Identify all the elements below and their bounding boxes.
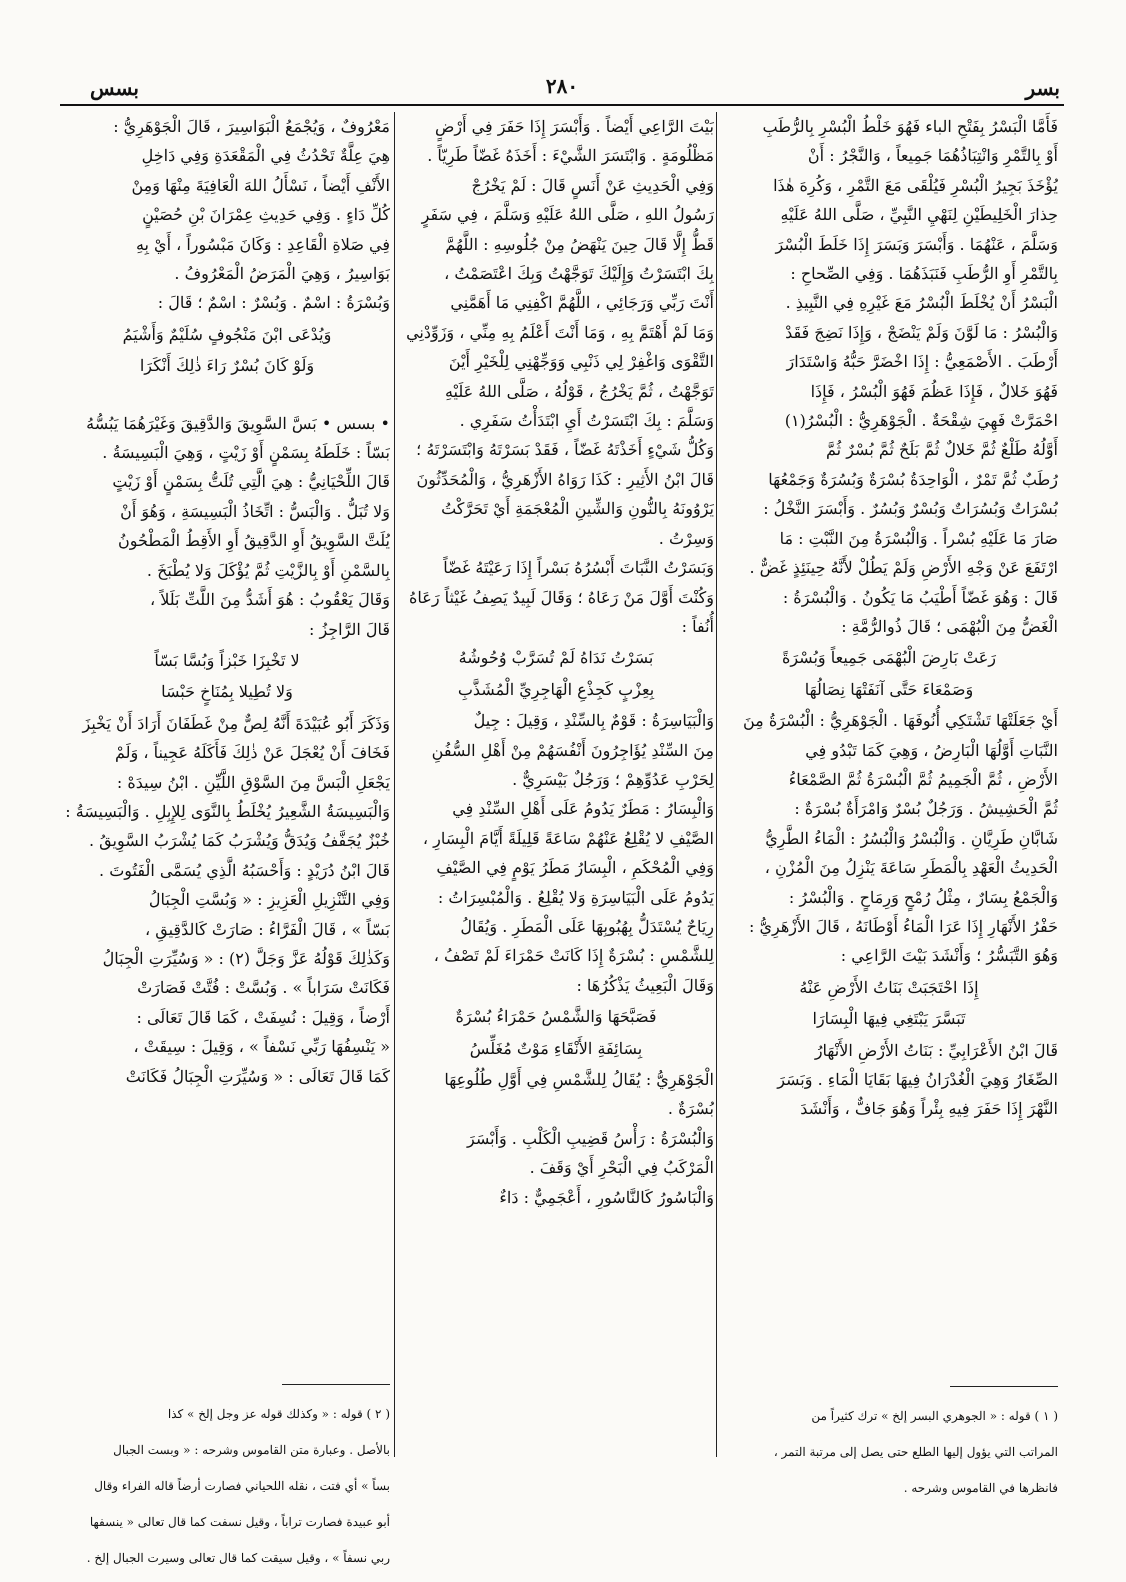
header-right-headword: بسر bbox=[1025, 76, 1060, 100]
verse-line: بِسَائِفَةِ الأَنْقَاءِ مَوْتٌ مُغَلِّسُ bbox=[469, 1038, 643, 1058]
text-line: يَجْعَلِ الْبَسَّ مِنَ السَّوْقِ اللَّيِّنِ . ابْنُ سِيدَهْ : bbox=[116, 772, 390, 792]
footnote-left bbox=[64, 1390, 390, 1582]
text-line: أبو عبيدة فصارت تراباً ، وقيل نسفت كما قال تعالى « ينسفها bbox=[89, 1515, 390, 1529]
text-line: ربي نسفاً » ، وقيل سيقت كما قال تعالى وسيرت الجبال إلخ . bbox=[86, 1551, 390, 1565]
text-line: هِيَ عِلَّةٌ تَحْدُثُ فِي الْمَقْعَدَةِ وَفِي دَاخِلِ bbox=[141, 146, 390, 166]
page-header bbox=[60, 70, 1064, 106]
text-line: أَرْضاً ، وَقِيلَ : نُسِفَتْ ، كَمَا قَالَ تَعَالَى : bbox=[136, 1007, 390, 1027]
text-line: بُسْرَةٌ . bbox=[667, 1099, 714, 1119]
verse-line: وَلا تُطِيلا بِمُنَاخٍ حَبْسَا bbox=[161, 682, 293, 702]
text-line: وَالْبَسِيسَةُ الشَّعِيرُ يُخْلَطُ بِالنَّوَى لِلإِبِلِ . وَالْبَسِيسَةُ : bbox=[65, 801, 390, 821]
text-line: رِيَاحٌ يُسْتَدَلُّ بِهُبُوبِهَا عَلَى الْمَطَرِ . وَيُقَالُ bbox=[460, 916, 714, 936]
text-line: بَسّاً : خَلَطَهُ بِسَمْنٍ أَوْ زَيْتٍ ، وَهِيَ الْبَسِيسَةُ . bbox=[102, 443, 390, 463]
text-line: وَالْجَمْعُ بِسَارٌ ، مِثْلُ رُمْحٍ وَرِمَاحٍ . وَالْبُسْرُ : bbox=[788, 887, 1058, 907]
text-line: بِالسَّمْنِ أَوْ بِالزَّيْتِ ثُمَّ يُؤْكَلَ وَلا يُطْبَخَ . bbox=[146, 560, 390, 580]
text-line: بَسّاً » ، قَالَ الْفَرَّاءُ : صَارَتْ كَالدَّقِيقِ ، bbox=[145, 919, 390, 939]
text-line: يُلَتَّ السَّوِيقُ أَوِ الدَّقِيقُ أَوِ الأَقِطُ الْمَطْحُونُ bbox=[118, 531, 390, 551]
text-line: الْغَضُّ مِنَ الْبُهْمَى ؛ قَالَ ذُوالرُّمَّةِ : bbox=[841, 616, 1058, 636]
verse-line: وَيُدْعَى ابْنَ مَنْجُوفٍ سُلَيْمٌ وَأَشْيَمُ bbox=[122, 324, 332, 344]
text-line: أَرْطَبَ . الأَصْمَعِيُّ : إِذَا اخْضَرَّ حَبُّهُ وَاسْتَدَارَ bbox=[786, 352, 1058, 372]
text-line: فَأَمَّا الْبَسْرُ بِفَتْحِ الباء فَهُوَ خَلْطُ الْبُسْرِ بِالرُّطَبِ bbox=[762, 117, 1058, 136]
text-line: رَسُولُ اللهِ ، صَلَّى اللهُ عَلَيْهِ وَسَلَّمَ ، فِي سَفَرٍ bbox=[421, 205, 714, 225]
text-line: أَنْتَ رَبِّي وَرَجَائِي ، اللَّهُمَّ اكْفِنِي مَا أَهَمَّنِي bbox=[450, 293, 714, 313]
text-line: شَابَّانِ طَرِيَّانِ . وَالْبُسْرُ وَالْبُسُرُ : الْمَاءُ الطَّرِيُّ bbox=[765, 828, 1058, 848]
text-line: وَفِي الْحَدِيثِ عَنْ أَنَسٍ قَالَ : لَمْ يَخْرُجْ bbox=[471, 175, 714, 195]
text-line: يُؤْخَذَ بَجِيرُ الْبُسْرِ فَيُلْقَى مَعَ التَّمْرِ ، وَكُرِهَ هٰذَا bbox=[773, 175, 1058, 195]
verse-line: بَسَرْتُ نَدَاهُ لَمْ تُسَرَّبْ وُحُوشُهُ bbox=[458, 648, 654, 668]
verse-line: فَصَبَّحَهَا وَالشَّمْسُ حَمْرَاءُ بُسْرَةٌ bbox=[455, 1007, 657, 1027]
entry-gap bbox=[64, 383, 390, 409]
text-line: قَالَ ابْنُ الأَثِيرِ : كَذَا رَوَاهُ الأَزْهَرِيُّ ، وَالْمُحَدِّثُونَ bbox=[416, 469, 714, 489]
text-line: الْجَوْهَرِيُّ : يُقَالُ لِلشَّمْسِ فِي أَوَّلِ طُلُوعِهَا bbox=[444, 1070, 714, 1089]
column-divider bbox=[716, 112, 717, 1457]
text-line: حِذارَ الْخَلِيطَيْنِ لِنَهْيِ النَّبِيِّ ، صَلَّى اللهُ عَلَيْهِ bbox=[780, 205, 1058, 225]
text-line: وَبُسْرَةُ : اسْمٌ . وَبُسْرٌ : اسْمٌ ؛ قَالَ : bbox=[157, 293, 390, 313]
text-line: فِي صَلاةِ الْقَاعِدِ : وَكَانَ مَبْسُوراً ، أَيْ بِهِ bbox=[135, 234, 390, 254]
text-line: وَلا تُبَلُّ . وَالْبَسُّ : اتِّخَاذُ الْبَسِيسَةِ ، وَهُوَ أَنْ bbox=[120, 501, 390, 521]
text-line: وَالْبُسْرُ : مَا لَوَّنَ وَلَمْ يَنْضَجْ ، وَإِذَا نَضِجَ فَقَدْ bbox=[785, 322, 1058, 342]
text-line: « يَنْسِفُهَا رَبِّي نَسْفاً » ، وَقِيلَ : سِيقَتْ ، bbox=[133, 1037, 390, 1057]
text-line: يَرْوُونَهُ بِالنُّونِ وَالشِّينِ الْمُعْجَمَةِ أَيْ تَحَرَّكْتُ bbox=[441, 499, 714, 519]
text-line: رُطَبٌ ثُمَّ تَمْرٌ ، الْوَاحِدَةُ بُسْرَةٌ وَبُسُرَةٌ وَجَمْعُهَا bbox=[768, 469, 1058, 489]
text-line: الْمَرْكَبُ فِي الْبَحْرِ أَيْ وَقَفَ . bbox=[529, 1158, 714, 1178]
text-line: كُلِّ دَاءٍ . وَفِي حَدِيثِ عِمْرَانَ بْنِ حُصَيْنٍ bbox=[142, 205, 390, 225]
text-line: خُبْزٌ يُجَفَّفُ وَيُدَقُّ وَيُشْرَبُ كَمَا يُشْرَبُ السَّوِيقُ . bbox=[88, 831, 390, 851]
text-line: الصَّيْفِ لا يُقْلِعُ عَنْهُمْ سَاعَةً قَلِيلَةً أَيَّامَ الْبِسَارِ ، bbox=[422, 828, 714, 848]
text-line: قَالَ : وَهُوَ غَضّاً أَطْيَبُ مَا يَكُونُ . وَالْبُسْرَةُ : bbox=[782, 587, 1058, 607]
text-line: حَفْرُ الأَنْهَارِ إِذَا عَرَا الْمَاءُ أَوْطَانَهُ ، قَالَ الأَزْهَرِيُّ : bbox=[749, 916, 1058, 936]
text-line: أُنُفاً : bbox=[681, 616, 714, 636]
text-line: فَكَانَتْ سَرَاباً » . وَبُسَّتْ : فُتَّتْ فَصَارَتْ bbox=[137, 978, 390, 998]
column-divider bbox=[394, 112, 395, 1457]
text-line: وَسَلَّمَ : بِكَ ابْتَسَرْتُ أَيِ ابْتَدَأْتُ سَفَرِي . bbox=[459, 411, 714, 431]
text-line: قَطُّ إِلَّا قَالَ حِينَ يَنْهَضُ مِنْ جُلُوسِهِ : اللَّهُمَّ bbox=[445, 234, 714, 254]
text-line: ثُمَّ الْحَشِيشُ . وَرَجُلٌ بُسْرٌ وَامْرَأَةٌ بُسْرَةٌ : bbox=[794, 799, 1058, 819]
text-line: كَمَا قَالَ تَعَالَى : « وَسُيِّرَتِ الْجِبَالُ فَكَانَتْ bbox=[125, 1066, 390, 1086]
text-line: قَالَ ابْنُ الأَعْرَابِيِّ : بَنَاتُ الأَرْضِ الأَنْهَارُ bbox=[814, 1040, 1058, 1060]
text-line: بَوَاسِيرُ ، وَهِيَ الْمَرَضُ الْمَعْرُوفُ . bbox=[174, 264, 390, 284]
text-line: أَوْ بِالتَّمْرِ وَانْتِبَاذُهُمَا جَمِيعاً ، وَالنَّجْرُ : أَنْ bbox=[807, 146, 1058, 166]
text-line: بِكَ ابْتَسَرْتُ وَإِلَيْكَ تَوَجَّهْتُ وَبِكَ اعْتَصَمْتُ ، bbox=[444, 264, 714, 284]
text-line: النَّبَاتِ أَوَّلُهَا الْبَارِضُ ، وَهِيَ كَمَا تَبْدُو فِي bbox=[805, 740, 1058, 760]
text-line: المراتب التي يؤول إليها الطلع حتى يصل إلى مرتبة التمر ، bbox=[773, 1445, 1058, 1459]
text-line: وَبَسَرْتُ النَّبَاتَ أَبْسُرُهُ بَسْراً إِذَا رَعَيْتَهُ غَضّاً bbox=[443, 558, 714, 578]
text-line: وَهُوَ التَّبَسُّرُ ؛ وَأَنْشَدَ بَيْتَ الرَّاعِي : bbox=[840, 946, 1058, 966]
text-line: وَقَالَ الْبَعِيثُ يَذْكُرُهَا : bbox=[576, 975, 714, 995]
text-line: بَيْتَ الرَّاعِي أَيْضاً . وَأَبْسَرَ إِذَا حَفَرَ فِي أَرْضٍ bbox=[435, 117, 714, 136]
text-line: الصِّغَارُ وَهِيَ الْغُدْرَانُ فِيهَا بَقَايَا الْمَاءِ . وَبَسَرَ bbox=[777, 1070, 1058, 1089]
text-line: فَخَافَ أَنْ يُعْجَلَ عَنْ ذٰلِكَ فَأَكَلَهُ عَجِيناً ، وَلَمْ bbox=[115, 743, 390, 763]
column-right bbox=[720, 112, 1058, 1382]
footnote-right bbox=[720, 1392, 1058, 1512]
text-line: وَسِرْتُ . bbox=[658, 528, 714, 548]
text-line: يَدُومُ عَلَى الْبَيَاسِرَةِ وَلا يُقْلِعُ . وَالْمُبْسِرَاتُ : bbox=[437, 887, 714, 907]
text-line: الْبَسْرُ أَنْ يُخْلَطَ الْبُسْرُ مَعَ غَيْرِهِ فِي النَّبِيذِ . bbox=[785, 293, 1058, 313]
text-line: ( ٢ ) قوله : « وكذلك قوله عز وجل إلخ » كذا bbox=[167, 1407, 390, 1421]
page-number: ٢٨٠ bbox=[545, 74, 579, 98]
text-line: قَالَ اللِّحْيَانِيُّ : هِيَ الَّتِي تُلَتُّ بِسَمْنٍ أَوْ زَيْتٍ bbox=[112, 472, 390, 492]
text-line: وَذَكَرَ أَبُو عُبَيْدَةَ أَنَّهُ لِصٌّ مِنْ غَطَفَانَ أَرَادَ أَنْ يَخْبِزَ bbox=[82, 713, 390, 733]
text-line: بِالتَّمْرِ أَوِ الرُّطَبِ فَنَبَذَهُمَا . وَفِي الصِّحاحِ : bbox=[790, 264, 1058, 284]
text-line: وَالْبُسْرَةُ : رَأْسُ قَضِيبِ الْكَلْبِ . وَأَبْسَرَ bbox=[466, 1128, 714, 1148]
text-line: فَهُوَ خَلالٌ ، فَإِذَا عَظُمَ فَهُوَ الْبُسْرُ ، فَإِذَا bbox=[810, 381, 1058, 401]
text-line: لِحَرْبِ عَدُوِّهِمْ ؛ وَرَجُلٌ بَيْسَرِيٌّ . bbox=[512, 769, 714, 789]
footnote-rule bbox=[282, 1384, 390, 1385]
text-line: الأَنْفِ أَيْضاً ، نَسْأَلُ اللهَ الْعَافِيَةَ مِنْهَا وَمِنْ bbox=[131, 175, 390, 195]
verse-line: وَصَمْعَاءَ حَتَّى آنَفَتْهَا نِصَالُهَا bbox=[804, 679, 974, 699]
text-line: وَكَذٰلِكَ قَوْلُهُ عَزَّ وَجَلَّ (٢) : « وَسُيِّرَتِ الْجِبَالُ bbox=[102, 948, 390, 968]
verse-line: لا تَخْبِزَا خَبْزاً وَبُسَّا بَسّاً bbox=[154, 650, 300, 670]
text-line: بساً » أي فتت ، نقله اللحياني فصارت أرضاً قاله الفراء وقال bbox=[94, 1479, 390, 1493]
text-line: وَالْبِسَارُ : مَطَرٌ يَدُومُ عَلَى أَهْلِ السِّنْدِ فِي bbox=[452, 799, 714, 819]
text-line: أَيْ جَعَلَتْهَا تَشْتَكِي أُنُوفَهَا . الْجَوْهَرِيُّ : الْبُسْرَةُ مِنَ bbox=[743, 711, 1058, 731]
verse-line: إِذَا احْتَجَبَتْ بَنَاتُ الأَرْضِ عَنْهُ bbox=[799, 977, 979, 997]
text-line: صَارَ مَا عَلَيْهِ بُسْراً . وَالْبُسْرَةُ مِنَ النَّبْتِ : مَا bbox=[779, 528, 1058, 548]
text-line: بُسْرَاتٌ وَبُسُرَاتٌ وَبُسْرٌ وَبُسُرٌ . وَأَبْسَرَ النَّخْلُ : bbox=[763, 499, 1058, 519]
text-line: مَظْلُومَةٍ . وَابْتَسَرَ الشَّيْءَ : أَخَذَهُ غَضّاً طَرِيّاً . bbox=[427, 146, 714, 166]
text-line: الْحَدِيثُ الْعَهْدِ بِالْمَطَرِ سَاعَةَ يَنْزِلُ مِنَ الْمُزْنِ ، bbox=[764, 858, 1058, 878]
text-line: بالأصل . وعبارة متن القاموس وشرحه : « وبست الجبال bbox=[113, 1443, 390, 1457]
verse-line: وَلَوْ كَانَ بُسْرٌ رَاءَ ذٰلِكَ أَنْكَرَا bbox=[139, 356, 315, 376]
text-line: التَّقْوَى وَاغْفِرْ لِي ذَنْبِي وَوَجِّهْنِي لِلْخَيْرِ أَيْنَ bbox=[448, 352, 714, 372]
text-line: وَمَا لَمْ أَهْتَمَّ بِهِ ، وَمَا أَنْتَ أَعْلَمُ بِهِ مِنِّي ، وَزَوِّدْنِي bbox=[406, 322, 714, 342]
text-line: النَّهْرَ إِذَا حَفَرَ فِيهِ بِئْراً وَهُوَ جَافٌّ ، وَأَنْشَدَ bbox=[800, 1099, 1058, 1119]
text-line: وَقَالَ يَعْقُوبُ : هُوَ أَشَدُّ مِنَ اللَّتِّ بَلَلاً ، bbox=[149, 590, 390, 610]
text-line: وَالْبَاسُورُ كَالنَّاسُورِ ، أَعْجَمِيٌّ : دَاءٌ bbox=[499, 1187, 714, 1207]
text-line: ارْتَفَعَ عَنْ وَجْهِ الأَرْضِ وَلَمْ يَطُلْ لأَنَّهُ حِينَئِذٍ غَضٌّ . bbox=[749, 558, 1058, 578]
text-line: مِنَ السِّنْدِ يُؤَاجِرُونَ أَنْفُسَهُمْ مِنْ أَهْلِ السُّفُنِ bbox=[431, 740, 714, 760]
text-line: قَالَ الرَّاجِزُ : bbox=[308, 619, 390, 639]
text-line: وَالْبَيَاسِرَةُ : قَوْمٌ بِالسِّنْدِ ، وَقِيلَ : جِيلٌ bbox=[473, 711, 714, 731]
verse-line: تَبَسَّرَ يَبْتَغِي فِيهَا الْبِسَارَا bbox=[812, 1009, 966, 1029]
text-line: • بسس • بَسَّ السَّوِيقَ وَالدَّقِيقَ وَغَيْرَهُمَا يَبُسُّهُ bbox=[86, 413, 390, 433]
text-line: فانظرها في القاموس وشرحه . bbox=[903, 1481, 1058, 1495]
text-line: أَوَّلُهُ طَلْعٌ ثُمَّ خَلالٌ ثُمَّ بَلَحٌ ثُمَّ بُسْرٌ ثُمَّ bbox=[826, 440, 1058, 460]
verse-line: رَعَتْ بَارِضَ الْبُهْمَى جَمِيعاً وَبُسْرَةً bbox=[781, 648, 997, 668]
text-line: وَفِي التَّنْزِيلِ الْعَزِيزِ : « وَبُسَّتِ الْجِبَالُ bbox=[148, 890, 390, 910]
text-line: قَالَ ابْنُ دُرَيْدٍ : وَأَحْسَبُهُ الَّذِي يُسَمَّى الْفَتُوتَ . bbox=[99, 860, 390, 880]
column-left bbox=[64, 112, 390, 1382]
text-line: وَفِي الْمُحْكَمِ ، الْبِسَارُ مَطَرُ يَوْمٍ فِي الصَّيْفِ bbox=[436, 858, 714, 878]
verse-line: بِعِزْبٍ كَجِذْعِ الْهَاجِرِيِّ الْمُشَذَّبِ bbox=[457, 679, 655, 699]
header-rule bbox=[60, 104, 1064, 106]
text-line: لِلشَّمْسِ : بُسْرَةٌ إِذَا كَانَتْ حَمْرَاءَ لَمْ تَصْفُ ، bbox=[433, 946, 714, 966]
text-line: تَوَجَّهْتُ ، ثُمَّ يَخْرُجُ ، قَوْلُهُ ، صَلَّى اللهُ عَلَيْهِ bbox=[444, 381, 714, 401]
text-line: وَسَلَّمَ ، عَنْهُمَا . وَأَبْسَرَ وَبَسَرَ إِذَا خَلَطَ الْبُسْرَ bbox=[775, 234, 1058, 254]
text-line: الأَرْضِ ، ثُمَّ الْجَمِيمُ ثُمَّ الْبُسْرَةُ ثُمَّ الصَّمْعَاءُ bbox=[788, 769, 1058, 789]
text-line: وَكُلُّ شَيْءٍ أَخَذْتَهُ غَضّاً ، فَقَدْ بَسَرْتَهُ وَابْتَسَرْتَهُ ؛ bbox=[416, 440, 714, 460]
text-line: وَكُنْتَ أَوَّلَ مَنْ رَعَاهُ ؛ وَقَالَ لَبِيدٌ يَصِفُ غَيْثاً رَعَاهُ bbox=[409, 587, 714, 607]
footnote-rule bbox=[950, 1386, 1058, 1387]
text-line: مَعْرُوفٌ ، وَيُجْمَعُ الْبَوَاسِيرَ ، قَالَ الْجَوْهَرِيُّ : bbox=[113, 117, 390, 136]
column-middle bbox=[398, 112, 714, 1452]
text-line: ( ١ ) قوله : « الجوهري البسر إلخ » ترك كثيراً من bbox=[811, 1409, 1058, 1423]
header-left-headword: بسس bbox=[90, 76, 139, 100]
text-line: احْمَرَّتْ فَهِيَ شِقْحَةٌ . الْجَوْهَرِيُّ : الْبُسْرُ(١) bbox=[784, 411, 1058, 431]
